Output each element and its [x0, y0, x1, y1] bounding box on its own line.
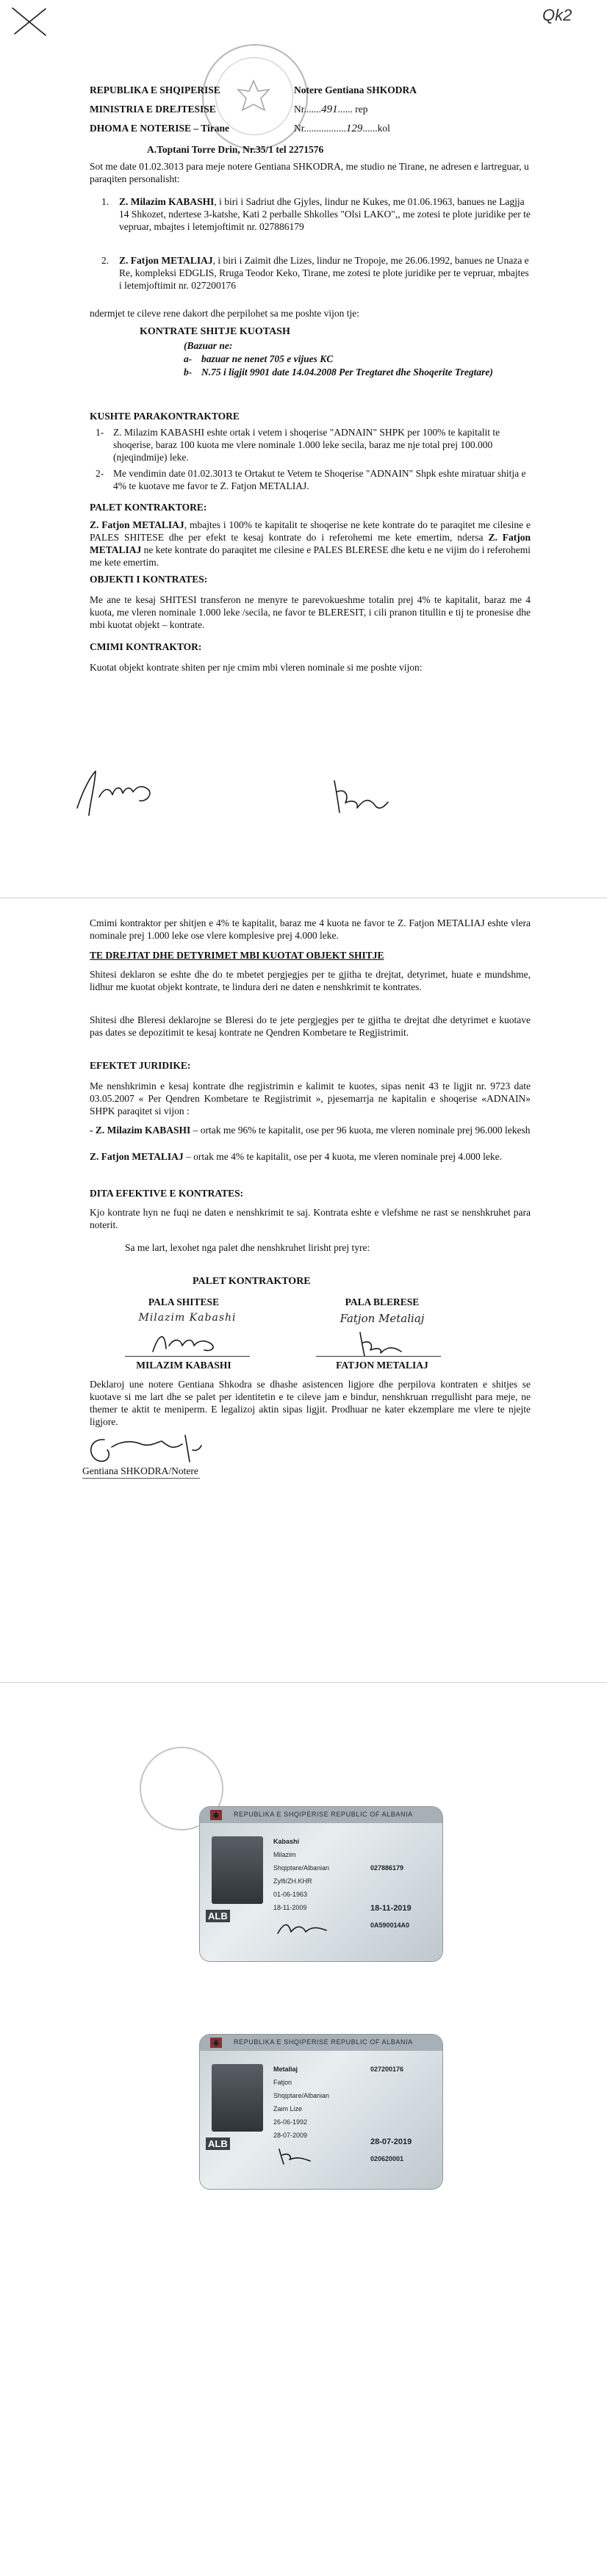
- kushte-item-1: [96, 426, 531, 463]
- kol-suffix: ......kol: [362, 123, 390, 134]
- header-address: A.Toptani Torre Drin, Nr.35/1 tel 2271576: [147, 144, 324, 155]
- id-card-1-doc-number: 0A590014A0: [370, 1922, 410, 1929]
- id-card-2-issue: 28-07-2009: [273, 2132, 308, 2139]
- party-1: [101, 195, 531, 233]
- id-card-1-country: ALB: [206, 1910, 230, 1922]
- id-card-2-header-text: REPUBLIKA E SHQIPERISE REPUBLIC OF ALBANIA: [234, 2038, 413, 2046]
- id-card-1-header-text: REPUBLIKA E SHQIPERISE REPUBLIC OF ALBANIA: [234, 1811, 413, 1818]
- id-card-1-header: [200, 1807, 442, 1823]
- efektet-item-1-name: - Z. Milazim KABASHI: [90, 1125, 191, 1136]
- buyer-handwritten-name: Fatjon Metaliaj: [340, 1312, 425, 1325]
- objekti-paragraph: Me ane te kesaj SHITESI transferon ne menyre te parevokueshme totalin prej 4% te kapitalit, baraz me 4 kuota, me vleren nominale 1.000 leke /secila, ne favor te BLERESIT, i cili pranon titullin e tij te pronesise dhe mbi kuotat objekt – kontrate.: [90, 594, 531, 630]
- kushte-1-number: 1-: [96, 427, 104, 438]
- contract-basis-b: [184, 366, 522, 378]
- te-drejtat-title: TE DREJTAT DHE DETYRIMET MBI KUOTAT OBJEKT SHITJE: [90, 950, 384, 961]
- party-2-name: Z. Fatjon METALIAJ: [119, 255, 213, 266]
- efektet-item-1-text: – ortak me 96% te kapitalit, ose per 96 kuota, me vleren nominale prej 96.000 lekesh: [190, 1125, 531, 1136]
- id-card-2-dob: 26-06-1992: [273, 2118, 308, 2126]
- rep-prefix: Nr.......: [294, 104, 322, 115]
- id-card-2-father: Zaim Lize: [273, 2105, 303, 2113]
- party-2-number: 2.: [101, 255, 109, 266]
- kol-prefix: Nr.................: [294, 123, 346, 134]
- id-card-2-surname: Metaliaj: [273, 2066, 298, 2073]
- seller-signature-line: [125, 1356, 250, 1357]
- seller-handwritten-name: Milazim Kabashi: [138, 1312, 237, 1324]
- id-card-2-holder-signature: [273, 2145, 340, 2167]
- id-card-1-surname: Kabashi: [273, 1838, 300, 1845]
- kol-value: 129: [345, 123, 363, 134]
- party-1-name: Z. Milazim KABASHI: [119, 196, 215, 207]
- buyer-initials-signature: [323, 770, 404, 821]
- document-page-1: [0, 0, 607, 845]
- parties-after: ndermjet te cileve rene dakort dhe perpilohet sa me poshte vijon tje:: [90, 308, 359, 319]
- objekti-title: OBJEKTI I KONTRATES:: [90, 574, 208, 585]
- id-card-1-holder-signature: [273, 1917, 340, 1939]
- palet-name-1: Z. Fatjon METALIAJ: [90, 519, 184, 530]
- id-card-2-nationality: Shqiptare/Albanian: [273, 2092, 330, 2099]
- te-drejtat-paragraph-1: Shitesi deklaron se eshte dhe do te mbetet pergjegjes per te gjitha te drejtat, detyrimet, huate e mundshme, lidhur me kuotat objekt kontrate, te lindura deri ne daten e nenshkrimit te kontrates.: [90, 969, 531, 992]
- corner-note: Qk2: [542, 6, 572, 24]
- rep-suffix: ...... rep: [337, 104, 368, 115]
- id-card-1-dob: 01-06-1963: [273, 1891, 308, 1898]
- efektet-item-2-text: – ortak me 4% te kapitalit, ose per 4 kuota, me vleren nominale prej 4.000 leke.: [183, 1151, 503, 1162]
- basis-a-letter: a-: [184, 353, 193, 364]
- id-card-2-emblem-icon: [209, 2036, 223, 2049]
- cmimi-paragraph-1: Kuotat objekt kontrate shiten per nje cmim mbi vleren nominale si me poshte vijon:: [90, 662, 423, 673]
- palet-paragraph: [90, 519, 531, 569]
- palet-name-2: Z. Fatjon METALIAJ: [90, 532, 531, 555]
- header-kol-number: [294, 122, 390, 135]
- id-card-1-emblem-icon: [209, 1808, 223, 1822]
- header-left-line2: MINISTRIA E DREJTESISE: [90, 104, 216, 115]
- basis-b-letter: b-: [184, 367, 193, 378]
- contract-title: KONTRATE SHITJE KUOTASH: [140, 326, 290, 337]
- contract-basis-a: [184, 353, 333, 365]
- palet-text-1: , mbajtes i 100% te kapitalit te shoqerise ne kete kontrate do te paraqitet me cilesine e PALES SHITESE dhe per efekt te kesaj kontrate do i referohemi me kete emertim, ndersa: [90, 519, 531, 543]
- id-card-2-header: [200, 2035, 442, 2051]
- efektet-item-2-name: Z. Fatjon METALIAJ: [90, 1151, 184, 1162]
- id-card-1-photo: [212, 1836, 263, 1904]
- header-left-line1: REPUBLIKA E SHQIPERISE: [90, 84, 220, 95]
- notary-signature-label: Gentiana SHKODRA/Notere: [82, 1465, 198, 1476]
- id-card-2-number: 027200176: [370, 2066, 404, 2073]
- efektet-item-1: [90, 1124, 531, 1136]
- id-card-1-father: Zylfi/ZH.KHR: [273, 1877, 312, 1885]
- cmimi-paragraph-2: Cmimi kontraktor per shitjen e 4% te kapitalit, baraz me 4 kuota ne favor te Z. Fatjon METALIAJ eshte vlera nominale prej 1.000 leke ose vlere komplesive prej 4.000 leke.: [90, 917, 531, 941]
- signature-block-title: PALET KONTRAKTORE: [193, 1276, 311, 1287]
- id-card-2-expiry: 28-07-2019: [370, 2137, 412, 2146]
- efektet-item-2: [90, 1150, 531, 1163]
- te-drejtat-paragraph-2: Shitesi dhe Bleresi deklarojne se Bleresi do te jete pergjegjes per te gjitha te drejtat dhe detyrimet e kuotave pas dates se depozitimit te kesaj kontrate ne Qendren Kombetare te Regjistrimit.: [90, 1014, 531, 1038]
- seller-initials-signature: [70, 764, 165, 823]
- kushte-1-text: Z. Milazim KABASHI eshte ortak i vetem i shoqerise "ADNAIN" SHPK per 100% te kapitalit te shoqerise, baraz 100 kuota me vlere nominale 1.000 leke secila, baraz me nje total prej 100.000 (njeqindmije) leke.: [113, 427, 500, 463]
- id-card-2-doc-number: 020620001: [370, 2155, 404, 2162]
- kushte-title: KUSHTE PARAKONTRAKTORE: [90, 411, 240, 422]
- party-2-text: , i biri i Zaimit dhe Lizes, lindur ne Tropoje, me 26.06.1992, banues ne Unaza e Re, kompleksi EDGLIS, Rruga Teodor Keko, Tirane, me zotesi te plote juridike per te vepruar, mbajtes i letemjoftimit nr. 027200176: [119, 255, 529, 291]
- id-card-1-nationality: Shqiptare/Albanian: [273, 1864, 330, 1872]
- kushte-2-text: Me vendimin date 01.02.3013 te Ortakut te Vetem te Shoqerise "ADNAIN" Shpk eshte miratuar shitja e 4% te kuotave me favor te Z. Fatjon METALIAJ.: [113, 468, 526, 491]
- id-card-2-photo: [212, 2064, 263, 2132]
- cmimi-title: CMIMI KONTRAKTOR:: [90, 641, 202, 652]
- buyer-signature-line: [316, 1356, 441, 1357]
- party-2: [101, 254, 531, 292]
- party-1-number: 1.: [101, 196, 109, 207]
- id-card-1-expiry: 18-11-2019: [370, 1904, 412, 1913]
- kushte-item-2: [96, 467, 531, 492]
- party-1-text: , i biri i Sadriut dhe Gjyles, lindur ne Kukes, me 01.06.1963, banues ne Lagjja 14 Shkozet, ndertese 3-katshe, Kati 2 perballe Shkolles "Olsi LAKO",, me zotesi te plote juridike per te vepruar, mbajtes i letemjoftimit nr. 027886179: [119, 196, 531, 232]
- seller-printed-name: MILAZIM KABASHI: [136, 1360, 231, 1371]
- document-page-2: [0, 903, 607, 1675]
- top-left-mark: [9, 4, 53, 40]
- header-rep-number: [294, 103, 368, 116]
- dita-paragraph: Kjo kontrate hyn ne fuqi ne daten e nenshkrimit te saj. Kontrata eshte e vlefshme ne rast se nenshkruhet para noterit.: [90, 1207, 531, 1230]
- id-card-kabashi: [200, 1807, 442, 1961]
- efektet-paragraph: Me nenshkrimin e kesaj kontrate dhe regjistrimin e kalimit te kuotes, sipas nenit 43 te ligjit nr. 9723 date 03.05.2007 « Per Qendren Kombetare te Regjistrimit », pjesemarrja ne kapitalin e shoqerise «ADNAIN» SHPK paraqitet si vijon :: [90, 1080, 531, 1116]
- id-card-2-given: Fatjon: [273, 2079, 292, 2086]
- intro-paragraph: Sot me date 01.02.3013 para meje notere Gentiana SHKODRA, me studio ne Tirane, ne adresen e lartreguar, u paraqiten personalisht:: [90, 161, 529, 184]
- contract-basis-label: (Bazuar ne:: [184, 340, 233, 351]
- header-right-line1: Notere Gentiana SHKODRA: [294, 84, 417, 95]
- notary-declaration: Deklaroj une notere Gentiana Shkodra se dhashe asistencen ligjore dhe perpilova kontraten e shitjes se kuotave si me lart dhe se palet per identitetin e te cileve jam e bindur, nenshkruan rregullisht para meje, ne themer te aktit te meniperm. E legalizoj aktin sipas ligjit. Prodhuar ne kater ekzemplare me vlere te njejte ligjore.: [90, 1379, 531, 1427]
- rep-value: 491: [321, 104, 338, 115]
- seller-label: PALA SHITESE: [148, 1296, 220, 1307]
- basis-a-text: bazuar ne nenet 705 e vijues KC: [201, 353, 334, 364]
- notary-signature-line: [82, 1478, 200, 1479]
- seller-signature: [147, 1327, 228, 1359]
- palet-title: PALET KONTRAKTORE:: [90, 502, 207, 513]
- id-card-1-issue: 18-11-2009: [273, 1904, 307, 1911]
- efektet-title: EFEKTET JURIDIKE:: [90, 1060, 191, 1071]
- lexohet-line: Sa me lart, lexohet nga palet dhe nenshkruhet lirisht prej tyre:: [125, 1242, 370, 1253]
- stamp-eagle-icon: [235, 76, 272, 115]
- buyer-signature: [353, 1327, 412, 1359]
- id-card-1-number: 027886179: [370, 1864, 404, 1872]
- page-break-2: [0, 1682, 607, 1683]
- kushte-2-number: 2-: [96, 468, 104, 479]
- buyer-printed-name: FATJON METALIAJ: [336, 1360, 428, 1371]
- dita-title: DITA EFEKTIVE E KONTRATES:: [90, 1188, 244, 1199]
- buyer-label: PALA BLERESE: [345, 1296, 420, 1307]
- id-card-1-given: Milazim: [273, 1851, 296, 1858]
- id-card-metaliaj: [200, 2035, 442, 2189]
- document-page-3: [0, 1689, 607, 2576]
- basis-b-text: N.75 i ligjit 9901 date 14.04.2008 Per Tregtaret dhe Shoqerite Tregtare): [201, 367, 493, 378]
- palet-text-2: ne kete kontrate do paraqitet me cilesine e PALES BLERESE dhe ketu e ne vijim do i referohemi me kete emertim.: [90, 544, 531, 568]
- header-left-line3: DHOMA E NOTERISE – Tirane: [90, 123, 230, 134]
- id-card-2-country: ALB: [206, 2137, 230, 2150]
